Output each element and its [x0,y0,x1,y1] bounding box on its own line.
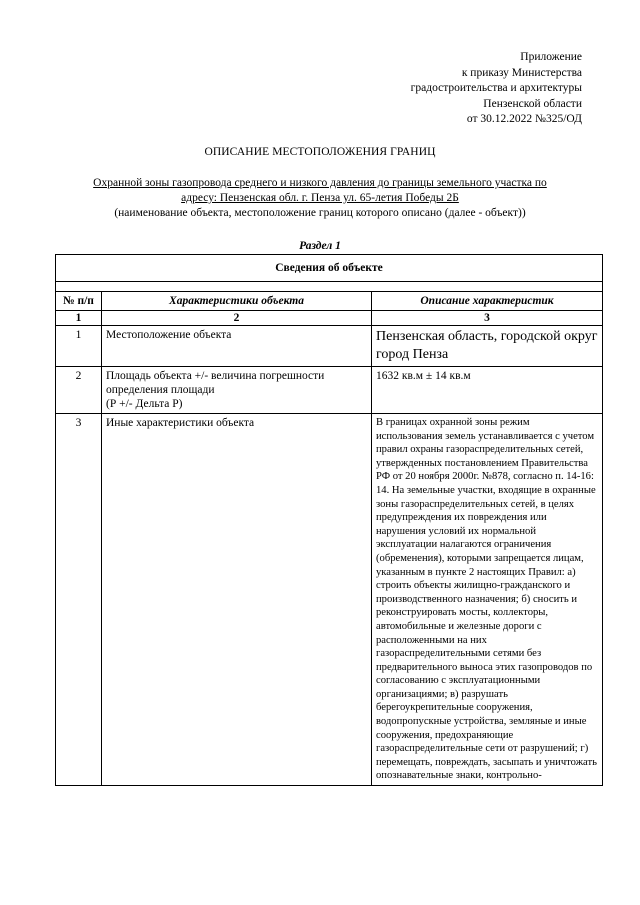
column-numbers-row [56,311,603,326]
document-title: ОПИСАНИЕ МЕСТОПОЛОЖЕНИЯ ГРАНИЦ [204,146,436,158]
appendix-line: Пензенской области [483,97,582,110]
column-number: 2 [102,311,372,326]
row-characteristic-text: Площадь объекта +/- величина погрешности определения площади [106,370,325,396]
row-number: 1 [56,326,102,367]
row-number: 3 [56,414,102,786]
row-characteristic [102,367,372,414]
row-description: 1632 кв.м ± 14 кв.м [372,367,603,414]
row-characteristic: Иные характеристики объекта [102,414,372,786]
appendix-block [411,50,582,128]
object-description [55,176,585,221]
column-headers [56,292,603,311]
row-description: В границах охранной зоны режим использования земель устанавливается с учетом правил охраны газораспределительных сетей, утвержденных постановлением Правительства РФ от 20 ноября 2000г. №878, согласно п. 14-16: 14. На земельные участки, входящие в охранные зоны газораспределительных сетей, в целях предупреждения их повреждения или нарушения условий их нормальной эксплуатации налагаются ограничения (обременения), которыми запрещается лицам, указанным в пункте 2 настоящих Правил: а) строить объекты жилищно-гражданского и производственного назначения; б) сносить и реконструировать мосты, коллекторы, автомобильные и железные дороги с расположенными на них газораспределительными сетями без предварительного выноса этих газопроводов по согласованию с эксплуатационными организациями; в) разрушать берегоукрепительные сооружения, водопропускные устройства, земляные и иные сооружения, предохраняющие газораспределительные сети от разрушений; г) перемещать, повреждать, засыпать и уничтожать опознавательные знаки, контрольно- [372,414,603,786]
col-header-description: Описание характеристик [372,292,603,311]
column-number: 3 [372,311,603,326]
object-address-line: адресу: Пензенская обл. г. Пенза ул. 65-летия Победы 2Б [181,192,459,204]
table-row [56,367,603,414]
row-number: 2 [56,367,102,414]
table-spacer-row [56,282,603,292]
table-row [56,414,603,786]
object-caption: (наименование объекта, местоположение границ которого описано (далее - объект)) [114,207,526,219]
column-number: 1 [56,311,102,326]
object-name-line: Охранной зоны газопровода среднего и низкого давления до границы земельного участка по [93,177,547,189]
object-info-table [55,254,603,786]
row-characteristic: Местоположение объекта [102,326,372,367]
col-header-number: № п/п [56,292,102,311]
table-header: Сведения об объекте [56,255,603,282]
appendix-line: Приложение [520,51,582,63]
section-label: Раздел 1 [299,240,341,252]
appendix-line: от 30.12.2022 №325/ОД [466,113,582,125]
table-row [56,326,603,367]
col-header-characteristics: Характеристики объекта [102,292,372,311]
appendix-line: к приказу Министерства [461,66,582,79]
row-description: Пензенская область, городской округ город Пенза [372,326,603,367]
appendix-line: градостроительства и архитектуры [410,82,582,94]
row-characteristic-formula: (Р +/- Дельта Р) [106,398,183,410]
